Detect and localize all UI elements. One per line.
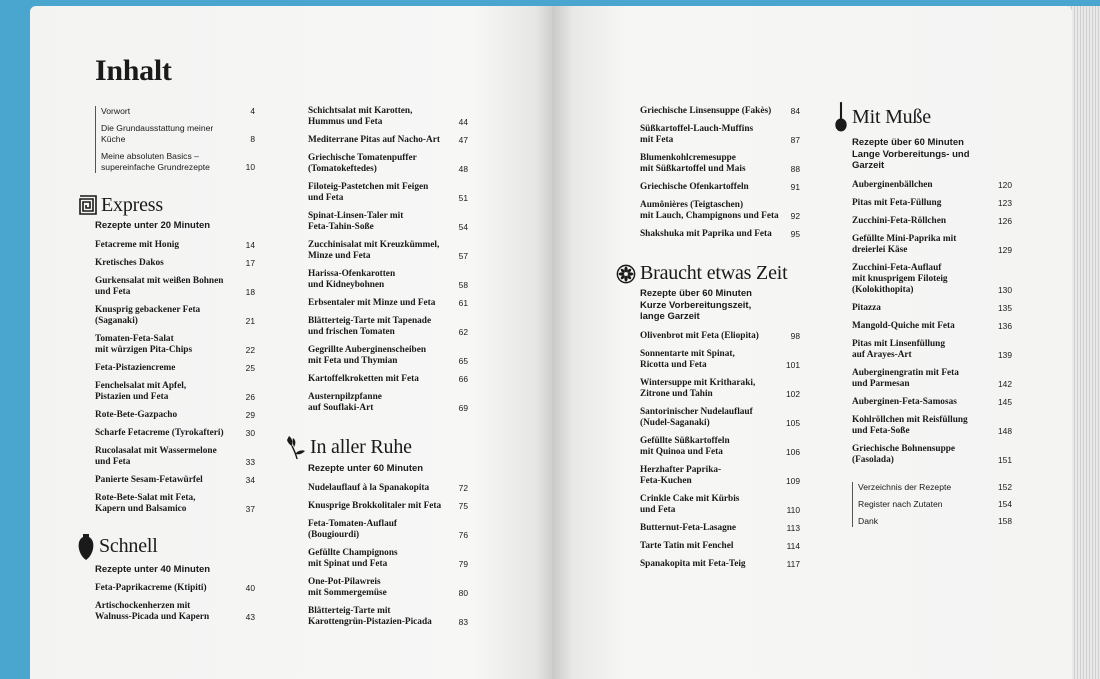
- toc-entry: Tarte Tatin mit Fenchel 114: [640, 540, 800, 551]
- toc-entry: Knusprig gebackener Feta (Saganaki) 21: [95, 304, 255, 326]
- greek-key-icon: [79, 193, 97, 217]
- toc-entry: Panierte Sesam-Fetawürfel 34: [95, 474, 255, 485]
- toc-column-3: [640, 106, 800, 577]
- toc-entry: Blätterteig-Tarte mit Karottengrün-Pistazien-Picada 83: [308, 605, 468, 627]
- toc-entry: Feta-Pistaziencreme 25: [95, 362, 255, 373]
- toc-entry: Griechische Bohnensuppe (Fasolada) 151: [852, 443, 1012, 465]
- toc-entry: Gefüllte Champignons mit Spinat und Feta 79: [308, 547, 468, 569]
- section-subtitle: Rezepte unter 60 Minuten: [308, 463, 424, 474]
- toc-entry: Aumônières (Teigtaschen) mit Lauch, Champignons und Feta 92: [640, 200, 800, 221]
- toc-entry: Vorwort 4: [101, 106, 255, 116]
- toc-entry: Sonnentarte mit Spinat, Ricotta und Feta 101: [640, 348, 800, 370]
- toc-entry: Griechische Tomatenpuffer (Tomatokeftedes) 48: [308, 153, 468, 174]
- toc-entry: Butternut-Feta-Lasagne 113: [640, 522, 800, 533]
- toc-entry: Mediterrane Pitas auf Nacho-Art 47: [308, 135, 468, 145]
- back-matter-list: [852, 482, 1012, 527]
- section-title: In aller Ruhe: [310, 435, 412, 458]
- toc-entry: Gefüllte Mini-Paprika mit dreierlei Käse 129: [852, 233, 1012, 255]
- toc-entry: Dank 158: [858, 515, 1012, 526]
- section-subtitle: Rezepte über 60 Minuten Kurze Vorbereitungszeit, lange Garzeit: [640, 288, 752, 322]
- toc-entry: Register nach Zutaten 154: [858, 498, 1012, 509]
- section-title: Mit Muße: [852, 105, 931, 128]
- section-header: [616, 262, 800, 285]
- section-subtitle: Rezepte unter 40 Minuten: [95, 563, 211, 575]
- toc-entry: Auberginengratin mit Feta und Parmesan 142: [852, 367, 1012, 389]
- toc-entry: Kohlröllchen mit Reisfüllung und Feta-Soße 148: [852, 414, 1012, 436]
- toc-entry: Rote-Bete-Salat mit Feta, Kapern und Balsamico 37: [95, 492, 255, 514]
- toc-entry: Artischockenherzen mit Walnuss-Picada und Kapern 43: [95, 601, 255, 622]
- section-title: Express: [101, 193, 163, 216]
- section-subtitle: Rezepte über 60 Minuten Lange Vorbereitungs- und Garzeit: [852, 137, 970, 171]
- toc-entry: Schichtsalat mit Karotten, Hummus und Feta 44: [308, 106, 468, 127]
- toc-entry: Rote-Bete-Gazpacho 29: [95, 409, 255, 420]
- toc-entry: Crinkle Cake mit Kürbis und Feta 110: [640, 493, 800, 515]
- toc-entry: Meine absoluten Basics – supereinfache Grundrezepte 10: [101, 151, 255, 172]
- toc-entry: Auberginen-Feta-Samosas 145: [852, 396, 1012, 407]
- toc-entry: Pitazza 135: [852, 302, 1012, 313]
- section-title: Schnell: [99, 535, 158, 557]
- toc-entry: Filoteig-Pastetchen mit Feigen und Feta 51: [308, 182, 468, 203]
- toc-entry: Spinat-Linsen-Taler mit Feta-Tahin-Soße 54: [308, 211, 468, 232]
- section-header: [834, 100, 1012, 134]
- toc-entry: One-Pot-Pilawreis mit Sommergemüse 80: [308, 576, 468, 598]
- toc-entry: Erbsentaler mit Minze und Feta 61: [308, 298, 468, 308]
- toc-entry: Scharfe Fetacreme (Tyrokafteri) 30: [95, 427, 255, 438]
- lute-icon: [834, 100, 848, 134]
- sun-flower-icon: [616, 264, 636, 284]
- toc-entry: Nudelauflauf à la Spanakopita 72: [308, 482, 468, 493]
- toc-entry: Herzhafter Paprika- Feta-Kuchen 109: [640, 464, 800, 486]
- toc-entry: Gefüllte Süßkartoffeln mit Quinoa und Feta 106: [640, 435, 800, 457]
- tulip-icon: [284, 434, 306, 460]
- toc-entry: Zucchinisalat mit Kreuzkümmel, Minze und Feta 57: [308, 240, 468, 261]
- toc-entry: Blumenkohlcremesuppe mit Süßkartoffel und Mais 88: [640, 153, 800, 174]
- toc-entry: Pitas mit Linsenfüllung auf Arayes-Art 139: [852, 338, 1012, 360]
- section-in-aller-ruhe: [308, 434, 468, 628]
- toc-entry: Auberginenbällchen 120: [852, 179, 1012, 190]
- section-title: Braucht etwas Zeit: [640, 262, 788, 284]
- toc-entry: Fetacreme mit Honig 14: [95, 239, 255, 250]
- toc-entry: Pitas mit Feta-Füllung 123: [852, 197, 1012, 208]
- toc-entry: Shakshuka mit Paprika und Feta 95: [640, 229, 800, 239]
- toc-entry: Tomaten-Feta-Salat mit würzigen Pita-Chips 22: [95, 333, 255, 355]
- toc-entry: Olivenbrot mit Feta (Eliopita) 98: [640, 330, 800, 341]
- toc-entry: Süßkartoffel-Lauch-Muffins mit Feta 87: [640, 124, 800, 145]
- toc-entry: Harissa-Ofenkarotten und Kidneybohnen 58: [308, 269, 468, 290]
- toc-entry: Wintersuppe mit Kritharaki, Zitrone und Tahin 102: [640, 377, 800, 399]
- toc-entry: Griechische Linsensuppe (Fakès) 84: [640, 106, 800, 116]
- toc-entry: Zucchini-Feta-Röllchen 126: [852, 215, 1012, 226]
- toc-entry: Blätterteig-Tarte mit Tapenade und frischen Tomaten 62: [308, 316, 468, 337]
- toc-entry: Feta-Tomaten-Auflauf (Bougiourdi) 76: [308, 518, 468, 540]
- toc-column-4: [852, 100, 1012, 533]
- section-header: [284, 434, 468, 460]
- section-express: [95, 193, 255, 515]
- section-header: [79, 193, 255, 217]
- toc-entry: Fenchelsalat mit Apfel, Pistazien und Feta 26: [95, 380, 255, 402]
- toc-entry: Rucolasalat mit Wassermelone und Feta 33: [95, 445, 255, 467]
- toc-entry: Santorinischer Nudelauflauf (Nudel-Saganaki) 105: [640, 406, 800, 428]
- toc-column-2: [308, 106, 468, 635]
- section-subtitle: Rezepte unter 20 Minuten: [95, 220, 211, 231]
- toc-entry: Griechische Ofenkartoffeln 91: [640, 182, 800, 192]
- toc-entry: Die Grundausstattung meiner Küche 8: [101, 123, 255, 144]
- toc-entry: Mangold-Quiche mit Feta 136: [852, 320, 1012, 331]
- section-header: [77, 533, 255, 561]
- page-title: Inhalt: [95, 54, 172, 87]
- toc-entry: Spanakopita mit Feta-Teig 117: [640, 558, 800, 569]
- toc-column-1: [95, 106, 255, 630]
- toc-entry: Kartoffelkroketten mit Feta 66: [308, 374, 468, 384]
- toc-entry: Gurkensalat mit weißen Bohnen und Feta 18: [95, 275, 255, 297]
- intro-list: [95, 106, 255, 173]
- toc-entry: Gegrillte Auberginenscheiben mit Feta und Thymian 65: [308, 345, 468, 366]
- toc-entry: Verzeichnis der Rezepte 152: [858, 481, 1012, 492]
- toc-entry: Zucchini-Feta-Auflauf mit knusprigem Filoteig (Kolokithopita) 130: [852, 262, 1012, 295]
- toc-entry: Knusprige Brokkolitaler mit Feta 75: [308, 500, 468, 511]
- toc-entry: Feta-Paprikacreme (Ktipiti) 40: [95, 583, 255, 593]
- toc-entry: Austernpilzpfanne auf Souflaki-Art 69: [308, 392, 468, 413]
- amphora-icon: [77, 533, 95, 561]
- section-braucht-etwas-zeit: [640, 262, 800, 570]
- section-mit-musse: [852, 100, 1012, 466]
- toc-entry: Kretisches Dakos 17: [95, 257, 255, 268]
- section-schnell: [95, 533, 255, 624]
